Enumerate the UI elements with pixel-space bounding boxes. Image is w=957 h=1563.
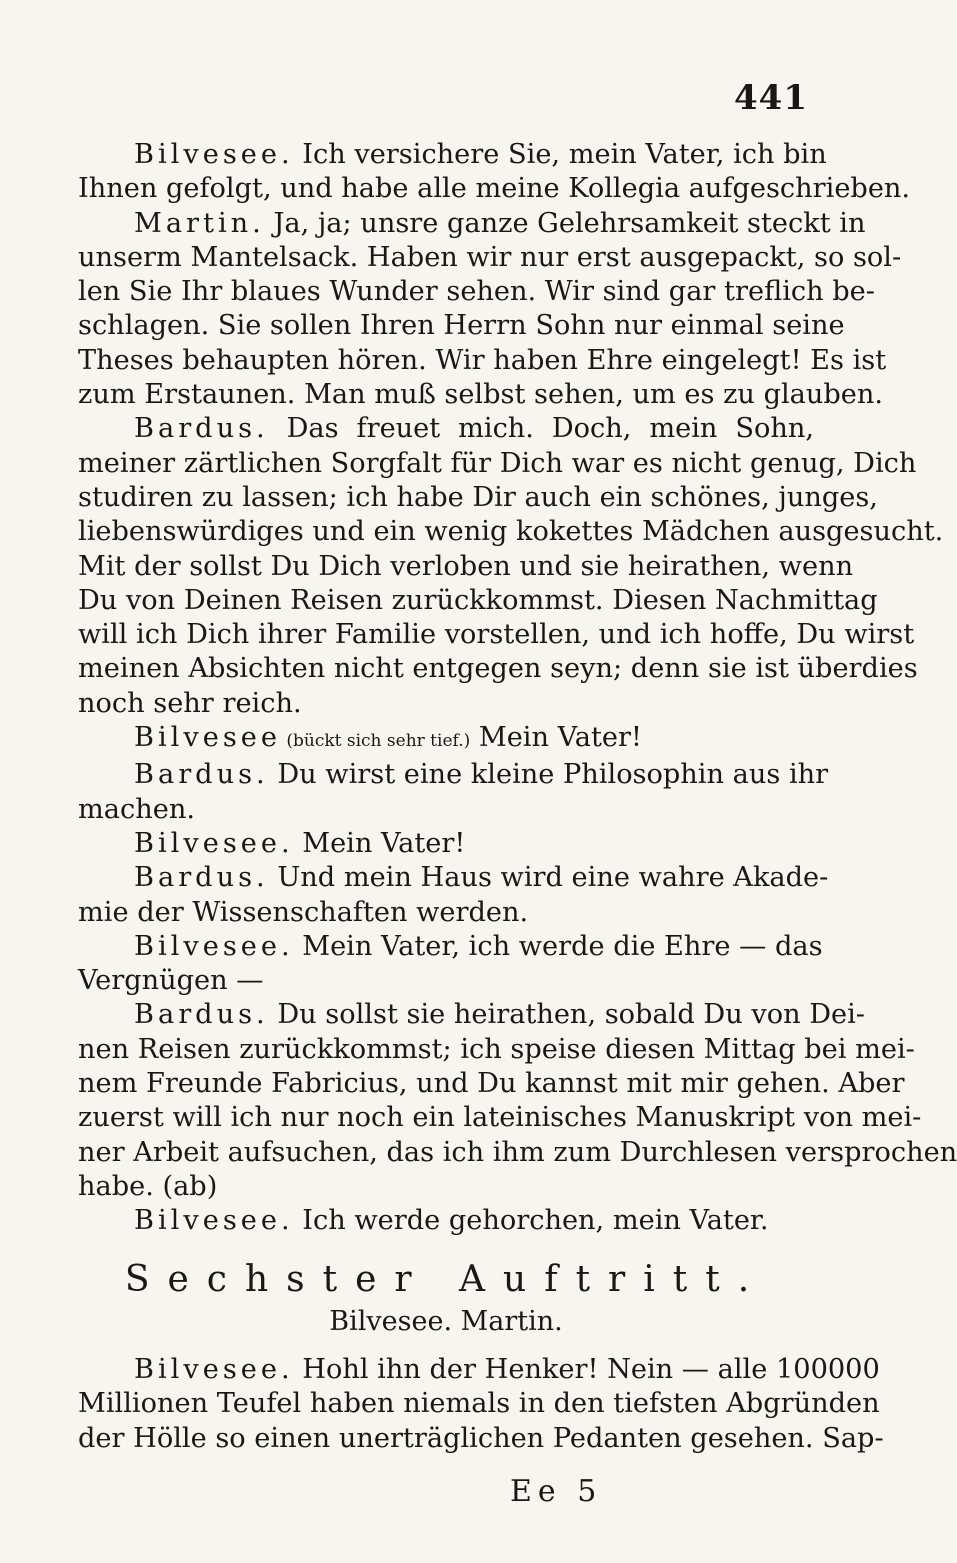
scene-persons: Bilvesee. Martin. [329, 1305, 563, 1337]
line-text: Mein Vater, ich werde die Ehre — das [293, 930, 823, 962]
line-text: Millionen Teufel haben niemals in den tiefsten Abgründen [78, 1388, 880, 1420]
stage-direction: (bückt sich sehr tief.) [280, 731, 471, 752]
line-text: Theses behaupten hören. Wir haben Ehre eingelegt! Es ist [78, 344, 887, 376]
text-line [78, 275, 875, 309]
line-text: der Hölle so einen unerträglichen Pedanten gesehen. Sap- [78, 1422, 884, 1454]
text-line [78, 344, 887, 378]
text-line [78, 447, 917, 481]
dialogue-block-continued [78, 1353, 884, 1456]
text-line [78, 758, 829, 792]
line-text: mie der Wissenschaften werden. [78, 896, 529, 928]
text-line [78, 1353, 880, 1387]
text-line [78, 861, 829, 895]
speaker-name: Bilvesee. [134, 1205, 294, 1237]
line-text: Du sollst sie heirathen, sobald Du von Dei- [268, 999, 865, 1031]
text-line [78, 687, 814, 721]
body-text [78, 138, 957, 1456]
text-line [78, 1101, 922, 1135]
line-text: zum Erstaunen. Man muß selbst sehen, um es zu glauben. [78, 379, 884, 411]
line-text: Das freuet mich. Doch, mein Sohn, [268, 413, 814, 445]
line-text: len Sie Ihr blaues Wunder sehen. Wir sind gar treflich be- [78, 276, 875, 308]
line-text: liebenswürdiges und ein wenig kokettes Mädchen ausgesucht. [78, 516, 944, 548]
line-text: will ich Dich ihrer Familie vorstellen, und ich hoffe, Du wirst [78, 619, 915, 651]
text-line [78, 721, 814, 758]
line-text: Vergnügen — [78, 965, 264, 997]
line-text: meiner zärtlichen Sorgfalt für Dich war es nicht genug, Dich [78, 447, 917, 479]
speaker-name: Bardus. [134, 759, 269, 791]
text-line [78, 378, 884, 412]
scene-heading: Sechster Auftritt. [124, 1258, 768, 1300]
line-text: Ja, ja; unsre ganze Gelehrsamkeit steckt in [264, 207, 866, 239]
line-text: meinen Absichten nicht entgegen seyn; denn sie ist überdies [78, 653, 918, 685]
line-text: Ihnen gefolgt, und habe alle meine Kollegia aufgeschrieben. [78, 173, 911, 205]
text-line [78, 1170, 814, 1204]
line-text: ner Arbeit aufsuchen, das ich ihm zum Durchlesen versprochen [78, 1136, 957, 1168]
text-line [78, 1067, 905, 1101]
text-line [78, 827, 814, 861]
line-text: Ich werde gehorchen, mein Vater. [293, 1205, 769, 1237]
speaker-name: Martin. [134, 207, 265, 239]
speaker-name: Bilvesee. [134, 1354, 294, 1386]
line-text: Und mein Haus wird eine wahre Akade- [268, 862, 829, 894]
speaker-name: Bilvesee [134, 722, 281, 754]
line-text: nem Freunde Fabricius, und Du kannst mit mir gehen. Aber [78, 1068, 905, 1100]
text-line [78, 1033, 915, 1067]
text-line [78, 1422, 884, 1456]
line-text: Ich versichere Sie, mein Vater, ich bin [293, 139, 827, 170]
line-text: schlagen. Sie sollen Ihren Herrn Sohn nur einmal seine [78, 310, 845, 342]
text-line [78, 550, 854, 584]
line-text: zuerst will ich nur noch ein lateinisches Manuskript von mei- [78, 1102, 922, 1134]
text-line [78, 1204, 814, 1238]
text-line [78, 1136, 957, 1170]
text-line [78, 584, 878, 618]
text-line [78, 652, 918, 686]
text-line [78, 896, 814, 930]
text-line [78, 618, 915, 652]
text-line [78, 138, 827, 172]
text-line [78, 309, 845, 343]
line-text: machen. [78, 793, 195, 825]
text-line [78, 998, 865, 1032]
text-line [78, 930, 823, 964]
line-text: habe. (ab) [78, 1170, 218, 1202]
text-line [78, 964, 814, 998]
signature-mark: Ee 5 [510, 1474, 603, 1509]
text-line [78, 1387, 880, 1421]
speaker-name: Bilvesee. [134, 827, 294, 859]
line-text: Mein Vater! [293, 827, 466, 859]
text-line [78, 241, 902, 275]
text-line [78, 172, 911, 206]
dialogue-block [78, 138, 957, 1239]
text-line [78, 207, 866, 241]
line-text: unserm Mantelsack. Haben wir nur erst ausgepackt, so sol- [78, 241, 902, 273]
line-text: studiren zu lassen; ich habe Dir auch ein schönes, junges, [78, 481, 878, 513]
line-text: nen Reisen zurückkommst; ich speise diesen Mittag bei mei- [78, 1033, 915, 1065]
text-line [78, 515, 944, 549]
text-line [78, 481, 878, 515]
text-line [78, 793, 814, 827]
text-line [78, 412, 814, 446]
line-text: Mit der sollst Du Dich verloben und sie heirathen, wenn [78, 550, 854, 582]
speaker-name: Bardus. [134, 413, 269, 445]
speaker-name: Bardus. [134, 862, 269, 894]
speaker-name: Bilvesee. [134, 139, 294, 170]
line-text: Mein Vater! [470, 722, 642, 754]
line-text: Hohl ihn der Henker! Nein — alle 100000 [293, 1354, 880, 1386]
line-text: Du von Deinen Reisen zurückkommst. Diesen Nachmittag [78, 584, 878, 616]
line-text: noch sehr reich. [78, 687, 302, 719]
line-text: Du wirst eine kleine Philosophin aus ihr [268, 759, 829, 791]
speaker-name: Bardus. [134, 999, 269, 1031]
page-number: 441 [734, 78, 808, 118]
speaker-name: Bilvesee. [134, 930, 294, 962]
